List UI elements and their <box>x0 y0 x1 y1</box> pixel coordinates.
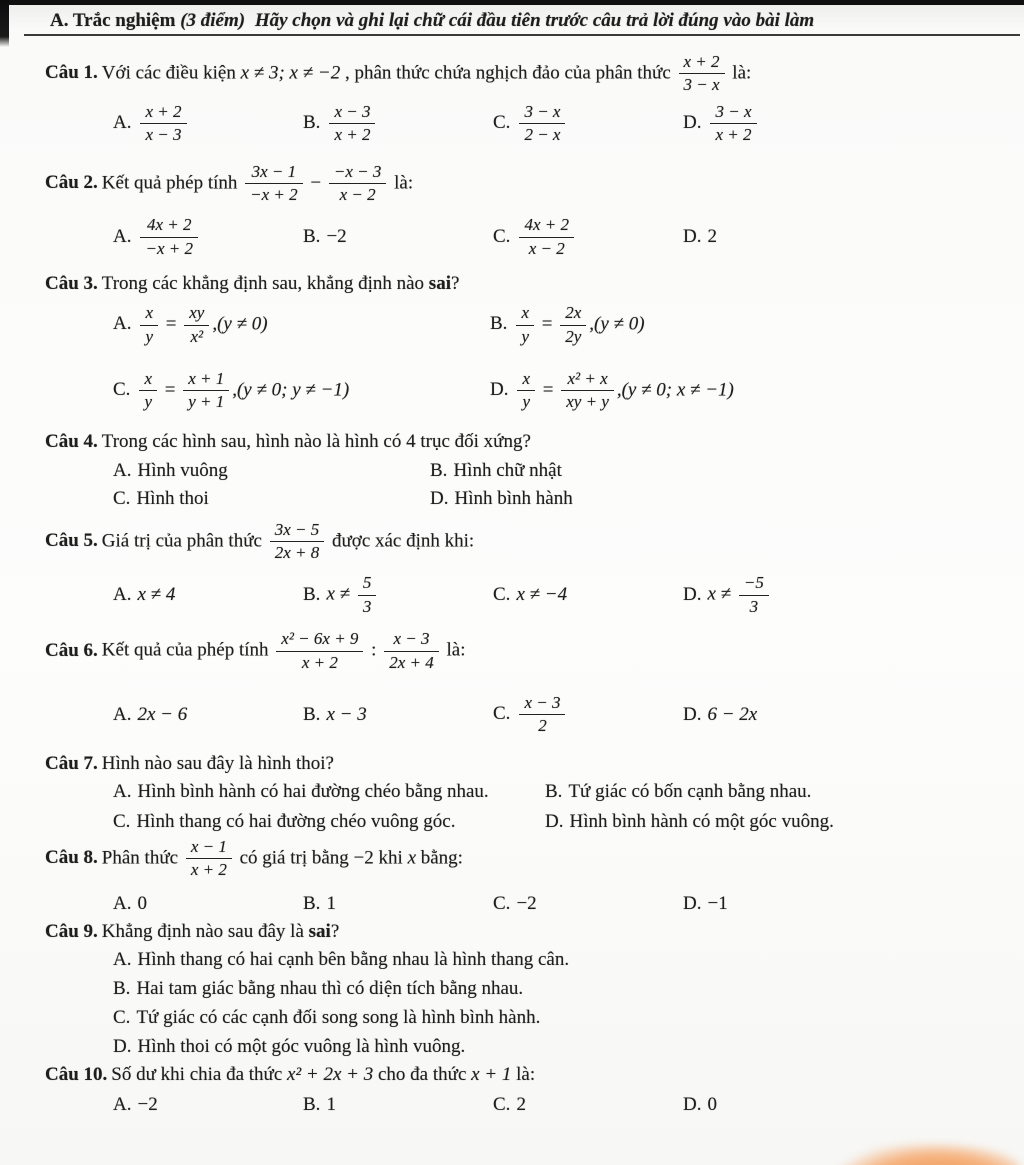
question-4-option-b <box>430 458 1024 484</box>
fraction-denominator: y <box>140 325 158 347</box>
plain-text: = <box>159 379 181 401</box>
fraction-denominator: 2 − x <box>519 123 565 145</box>
fraction-numerator: 3 − x <box>524 101 561 121</box>
question-6-option-d <box>683 702 1024 728</box>
question-1-option-b <box>303 102 493 146</box>
section-instruction: Hãy chọn và ghi lại chữ cái đầu tiên trước câu trả lời đúng vào bài làm <box>254 10 815 31</box>
question-2 <box>45 162 1024 260</box>
plain-text: Trong các khẳng định sau, khẳng định nào <box>101 273 429 295</box>
plain-text: = <box>536 313 558 335</box>
option-letter: C. <box>493 892 511 914</box>
scan-border-left <box>0 0 9 47</box>
option-letter: D. <box>683 1093 702 1115</box>
plain-text: bằng: <box>416 847 463 869</box>
option-letter: C. <box>493 584 511 606</box>
question-4-option-d <box>430 486 1024 512</box>
option-letter: A. <box>113 313 132 335</box>
plain-text: 2 <box>707 226 717 248</box>
fraction-numerator: xy <box>189 303 205 323</box>
fraction-denominator: 2 <box>519 714 565 736</box>
option-letter: C. <box>493 112 511 134</box>
fraction-numerator: x <box>144 368 152 388</box>
question-2-option-a <box>113 215 303 259</box>
fraction <box>739 573 769 617</box>
plain-text: được xác định khi: <box>327 529 475 551</box>
fraction-denominator: 2y <box>560 325 586 347</box>
fraction-numerator: x <box>145 303 154 323</box>
question-8-option-c <box>493 891 683 917</box>
option-letter: A. <box>113 1093 132 1115</box>
question-9-option-b <box>113 976 1024 1002</box>
option-letter: B. <box>303 892 321 914</box>
plain-text: Kết quả phép tính <box>101 171 243 193</box>
math-text: x <box>407 847 416 869</box>
plain-text: có giá trị bằng −2 khi <box>234 847 408 869</box>
question-9-options <box>113 947 1024 1060</box>
math-text: x ≠ −4 <box>516 584 568 606</box>
math-text: x − 3 <box>326 703 367 725</box>
plain-text: 0 <box>707 1093 717 1115</box>
fraction-denominator: 2x + 4 <box>384 651 439 673</box>
question-1 <box>45 52 1024 146</box>
plain-text: là: <box>511 1063 536 1085</box>
fraction-numerator: −x − 3 <box>333 161 382 181</box>
bold-text: sai <box>428 273 451 295</box>
question-4-option-c <box>113 486 430 512</box>
option-letter: A. <box>113 892 132 914</box>
option-letter: D. <box>545 810 564 832</box>
plain-text: Hình bình hành <box>454 487 573 509</box>
question-8-option-b <box>303 891 493 917</box>
question-1-prompt <box>45 52 1024 96</box>
plain-text: Hình bình hành có một góc vuông. <box>569 810 834 832</box>
plain-text: là: <box>727 62 752 84</box>
option-letter: C. <box>493 703 511 725</box>
question-3 <box>45 271 1024 413</box>
fraction <box>561 369 614 413</box>
plain-text: Hình nào sau đây là hình thoi? <box>101 752 334 774</box>
math-text: x ≠ 3; x ≠ −2 <box>240 62 341 84</box>
plain-text: −2 <box>516 892 537 914</box>
question-9-option-c <box>113 1005 1024 1031</box>
plain-text: = <box>161 313 182 335</box>
question-3-option-a <box>113 303 490 347</box>
math-text: x ≠ 4 <box>137 584 176 606</box>
question-5-label: Câu 5. <box>45 529 98 551</box>
option-letter: B. <box>430 459 448 481</box>
option-letter: D. <box>683 703 702 725</box>
math-text: ,(y ≠ 0; x ≠ −1) <box>616 379 734 401</box>
fraction-numerator: x − 3 <box>524 693 561 713</box>
question-7-prompt <box>45 751 1024 777</box>
bold-text: sai <box>308 920 331 942</box>
plain-text: Với các điều kiện <box>101 62 241 84</box>
fraction <box>329 102 375 146</box>
plain-text: Hình bình hành có hai đường chéo bằng nhau. <box>137 780 489 802</box>
fraction <box>679 52 725 96</box>
option-letter: D. <box>683 112 702 134</box>
question-8-option-a <box>113 891 303 917</box>
fraction-denominator: x + 2 <box>710 123 756 145</box>
plain-text: Kết quả của phép tính <box>101 639 274 661</box>
question-5-option-b <box>303 573 493 617</box>
plain-text: −2 <box>326 226 347 248</box>
fraction <box>140 303 158 347</box>
math-text: x² + 2x + 3 <box>287 1063 374 1085</box>
option-letter: B. <box>303 112 321 134</box>
fraction <box>139 369 157 413</box>
fraction <box>384 629 439 673</box>
plain-text: − <box>305 171 326 193</box>
fraction-denominator: xy + y <box>561 390 614 412</box>
question-9-prompt <box>45 919 1024 945</box>
option-letter: A. <box>113 459 132 481</box>
fraction <box>183 369 229 413</box>
plain-text: Số dư khi chia đa thức <box>111 1063 288 1085</box>
question-1-option-d <box>683 102 1024 146</box>
fraction-denominator: y <box>516 325 534 347</box>
fraction-numerator: x − 3 <box>393 629 430 649</box>
question-7-option-c <box>113 809 545 835</box>
option-letter: A. <box>113 584 132 606</box>
plain-text: cho đa thức <box>373 1063 472 1085</box>
plain-text: = <box>538 379 559 401</box>
plain-text: , phân thức chứa nghịch đảo của phân thức <box>340 62 676 84</box>
fraction-numerator: x − 1 <box>190 836 227 856</box>
question-6-label: Câu 6. <box>45 639 98 661</box>
fraction-numerator: 4x + 2 <box>146 215 192 235</box>
option-letter: B. <box>303 1093 321 1115</box>
section-header <box>24 5 1020 36</box>
question-10-options <box>113 1092 1024 1118</box>
question-7-label: Câu 7. <box>45 752 98 774</box>
fraction-numerator: 4x + 2 <box>524 215 569 235</box>
question-9-option-a <box>113 947 1024 973</box>
plain-text: Tứ giác có các cạnh đối song song là hình bình hành. <box>136 1006 541 1028</box>
fraction-denominator: 3 − x <box>679 73 725 95</box>
plain-text: là: <box>389 171 414 193</box>
fraction-numerator: 5 <box>362 573 372 593</box>
math-text: 2x − 6 <box>137 703 188 725</box>
question-4-prompt <box>45 429 1024 455</box>
plain-text: : <box>366 639 382 661</box>
fraction <box>140 102 186 146</box>
fraction-denominator: x − 2 <box>329 183 387 205</box>
question-8-options <box>113 891 1024 917</box>
math-text: ,(y ≠ 0) <box>212 313 268 335</box>
section-title: A. Trắc nghiệm <box>50 10 176 31</box>
fraction <box>329 162 387 206</box>
fraction <box>276 629 363 673</box>
math-text: ,(y ≠ 0) <box>589 313 645 335</box>
question-3-options <box>113 303 1024 413</box>
plain-text: là: <box>441 639 466 661</box>
math-text: ,(y ≠ 0; y ≠ −1) <box>232 379 350 401</box>
plain-text: ? <box>450 273 460 295</box>
option-letter: B. <box>303 703 321 725</box>
section-points: (3 điểm) <box>180 10 246 31</box>
question-7 <box>45 751 1024 835</box>
questions-container <box>0 36 1024 1118</box>
question-6-option-c <box>493 693 683 737</box>
scan-border-top <box>0 0 1024 5</box>
fraction <box>560 303 586 347</box>
question-3-option-d <box>490 369 1024 413</box>
fraction-denominator: y <box>139 390 157 412</box>
question-4-options <box>113 458 1024 512</box>
option-letter: C. <box>113 379 131 401</box>
question-2-option-d <box>683 224 1024 250</box>
question-8-label: Câu 8. <box>45 847 98 869</box>
question-7-option-b <box>545 779 1024 805</box>
fraction <box>519 102 565 146</box>
question-6-prompt <box>45 629 1024 673</box>
question-10-option-a <box>113 1092 303 1118</box>
question-8-option-d <box>683 891 1024 917</box>
fraction-denominator: −x + 2 <box>140 237 198 259</box>
fraction-denominator: x + 2 <box>186 858 232 880</box>
question-2-option-c <box>493 215 683 259</box>
option-letter: B. <box>303 583 321 605</box>
math-text: x ≠ <box>707 583 736 605</box>
fraction-numerator: x <box>521 303 529 323</box>
fraction-denominator: y <box>517 390 535 412</box>
fraction <box>358 573 377 617</box>
question-4-option-a <box>113 458 430 484</box>
fraction-denominator: x + 2 <box>276 651 363 673</box>
option-letter: C. <box>493 1093 511 1115</box>
orange-blob <box>835 1144 1020 1165</box>
fraction-denominator: −x + 2 <box>245 183 303 205</box>
plain-text: Trong các hình sau, hình nào là hình có 4 trục đối xứng? <box>101 430 531 452</box>
question-1-options <box>113 102 1024 146</box>
fraction-numerator: −5 <box>743 573 764 593</box>
question-3-option-b <box>490 303 1024 347</box>
option-letter: D. <box>430 487 449 509</box>
question-3-option-c <box>113 369 490 413</box>
question-4-label: Câu 4. <box>45 430 98 452</box>
question-6-option-a <box>113 702 303 728</box>
fraction-numerator: x <box>522 368 531 388</box>
question-7-option-a <box>113 779 545 805</box>
plain-text: −1 <box>707 892 728 914</box>
option-letter: D. <box>683 892 702 914</box>
fraction <box>245 162 303 206</box>
plain-text: Hai tam giác bằng nhau thì có diện tích bằng nhau. <box>136 977 524 999</box>
plain-text: ? <box>330 920 340 942</box>
question-10-option-b <box>303 1092 493 1118</box>
question-9 <box>45 919 1024 1060</box>
fraction-numerator: 3x − 5 <box>274 519 320 539</box>
fraction-numerator: x − 3 <box>334 101 371 121</box>
question-8 <box>45 837 1024 917</box>
fraction <box>710 102 756 146</box>
option-letter: B. <box>303 226 321 248</box>
fraction-numerator: 3 − x <box>715 101 752 121</box>
question-5-option-a <box>113 582 303 608</box>
option-letter: A. <box>113 703 132 725</box>
fraction-denominator: 2x + 8 <box>270 541 325 563</box>
option-letter: B. <box>113 977 131 999</box>
plain-text: Hình vuông <box>137 459 228 481</box>
option-letter: B. <box>490 313 508 335</box>
question-7-options <box>113 779 1024 835</box>
fraction <box>517 369 535 413</box>
math-text: 6 − 2x <box>707 703 758 725</box>
option-letter: A. <box>113 948 132 970</box>
fraction-numerator: x + 1 <box>188 368 225 388</box>
option-letter: C. <box>113 810 131 832</box>
fraction-numerator: 2x <box>565 303 582 323</box>
plain-text: Hình thoi <box>136 487 209 509</box>
fraction <box>270 520 325 564</box>
option-letter: D. <box>490 379 509 401</box>
plain-text: Giá trị của phân thức <box>101 529 267 551</box>
question-3-label: Câu 3. <box>45 273 98 295</box>
option-letter: C. <box>113 487 131 509</box>
plain-text: −2 <box>137 1093 158 1115</box>
question-10-option-c <box>493 1092 683 1118</box>
question-5 <box>45 520 1024 618</box>
question-4 <box>45 429 1024 512</box>
option-letter: C. <box>113 1006 131 1028</box>
fraction-numerator: x² + x <box>567 368 608 388</box>
fraction-denominator: x + 2 <box>329 123 375 145</box>
math-text: x ≠ <box>326 583 355 605</box>
plain-text: 1 <box>326 1093 336 1115</box>
option-letter: D. <box>683 583 702 605</box>
fraction <box>516 303 534 347</box>
fraction-numerator: x² − 6x + 9 <box>281 629 359 649</box>
plain-text: 1 <box>326 892 336 914</box>
option-letter: B. <box>545 780 563 802</box>
question-5-options <box>113 573 1024 617</box>
fraction-denominator: x − 2 <box>519 237 574 259</box>
question-5-option-c <box>493 582 683 608</box>
question-10-label: Câu 10. <box>45 1063 108 1085</box>
option-letter: A. <box>113 112 132 134</box>
fraction <box>184 303 209 347</box>
question-1-option-c <box>493 102 683 146</box>
question-6 <box>45 629 1024 737</box>
question-7-option-d <box>545 809 1024 835</box>
fraction-denominator: 3 <box>739 595 769 617</box>
fraction-numerator: 3x − 1 <box>251 161 297 181</box>
option-letter: A. <box>113 225 132 247</box>
plain-text: Hình thang có hai cạnh bên bằng nhau là hình thang cân. <box>137 948 570 970</box>
fraction <box>186 837 232 881</box>
question-8-prompt <box>45 837 1024 881</box>
question-6-options <box>113 693 1024 737</box>
option-letter: C. <box>493 225 511 247</box>
plain-text: Hình thang có hai đường chéo vuông góc. <box>136 810 456 832</box>
fraction-numerator: x + 2 <box>683 52 720 71</box>
question-1-label: Câu 1. <box>45 62 98 84</box>
question-3-prompt <box>45 271 1024 297</box>
plain-text: Tứ giác có bốn cạnh bằng nhau. <box>568 780 812 802</box>
fraction <box>519 693 565 737</box>
question-10 <box>45 1062 1024 1118</box>
plain-text: Phân thức <box>101 847 183 869</box>
option-letter: D. <box>683 226 702 248</box>
option-letter: A. <box>113 780 132 802</box>
question-2-prompt <box>45 162 1024 206</box>
math-text: x + 1 <box>471 1063 512 1085</box>
question-5-option-d <box>683 573 1024 617</box>
question-9-label: Câu 9. <box>45 920 98 942</box>
plain-text: 2 <box>516 1093 526 1115</box>
question-2-label: Câu 2. <box>45 171 98 193</box>
question-1-option-a <box>113 102 303 146</box>
plain-text: 0 <box>137 892 147 914</box>
question-2-option-b <box>303 224 493 250</box>
plain-text: Khẳng định nào sau đây là <box>101 920 309 942</box>
fraction-denominator: x² <box>184 325 209 347</box>
fraction <box>519 215 574 259</box>
question-5-prompt <box>45 520 1024 564</box>
question-10-prompt <box>45 1062 1024 1088</box>
fraction-denominator: 3 <box>358 595 377 617</box>
plain-text: Hình chữ nhật <box>453 459 562 481</box>
plain-text: Hình thoi có một góc vuông là hình vuông. <box>137 1035 466 1057</box>
question-10-option-d <box>683 1092 1024 1118</box>
option-letter: D. <box>113 1035 132 1057</box>
question-9-option-d <box>113 1034 1024 1060</box>
fraction-numerator: x + 2 <box>145 101 182 121</box>
question-6-option-b <box>303 702 493 728</box>
fraction-denominator: x − 3 <box>140 123 186 145</box>
fraction <box>140 215 198 259</box>
fraction-denominator: y + 1 <box>183 390 229 412</box>
question-2-options <box>113 215 1024 259</box>
